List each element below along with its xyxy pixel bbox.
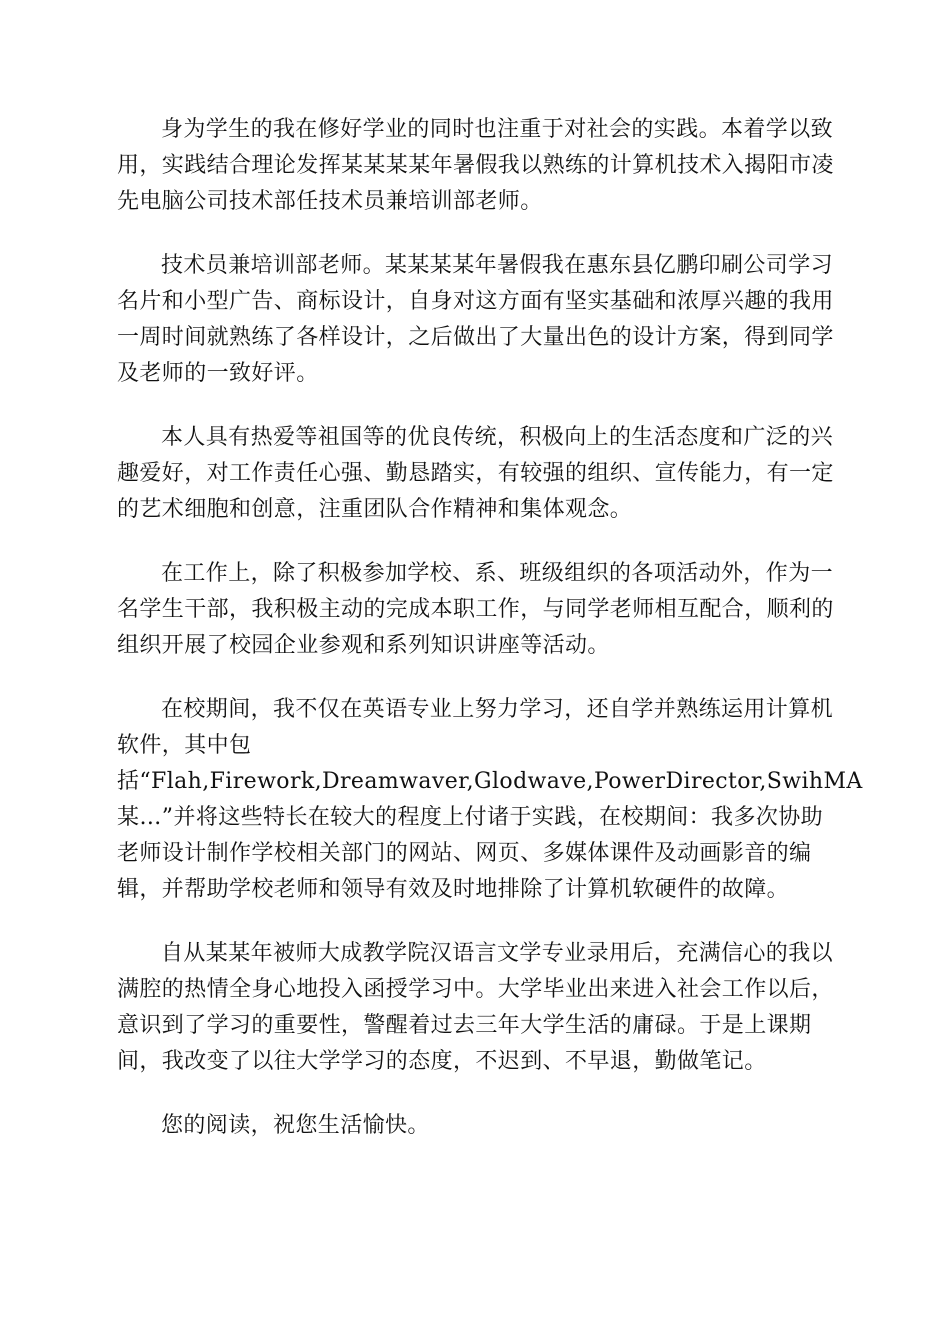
paragraph-line: 满腔的热情全身心地投入函授学习中。大学毕业出来进入社会工作以后， — [117, 977, 834, 1002]
paragraph-line: 在工作上，除了积极参加学校、系、班级组织的各项活动外，作为一 — [161, 561, 834, 586]
paragraph-line: 及老师的一致好评。 — [117, 361, 319, 386]
paragraph-line: 括“Flah,Firework,Dreamwaver,Glodwave,PowerDirector,SwihMA — [117, 769, 863, 794]
paragraph-line: 技术员兼培训部老师。某某某某年暑假我在惠东县亿鹏印刷公司学习 — [161, 253, 834, 278]
paragraph-line: 用，实践结合理论发挥某某某某年暑假我以熟练的计算机技术入揭阳市凌 — [117, 153, 834, 178]
paragraph-5 — [117, 692, 863, 908]
paragraph-line: 本人具有热爱等祖国等的优良传统，积极向上的生活态度和广泛的兴 — [161, 425, 834, 450]
paragraph-line: 自从某某年被师大成教学院汉语言文学专业录用后，充满信心的我以 — [161, 941, 834, 966]
paragraph-line: 间，我改变了以往大学学习的态度，不迟到、不早退，勤做笔记。 — [117, 1049, 767, 1074]
paragraph-2 — [117, 248, 833, 392]
paragraph-line: 组织开展了校园企业参观和系列知识讲座等活动。 — [117, 633, 610, 658]
paragraph-line: 在校期间，我不仅在英语专业上努力学习，还自学并熟练运用计算机 — [161, 697, 834, 722]
paragraph-3 — [117, 420, 833, 528]
paragraph-line: 软件，其中包 — [117, 733, 252, 758]
paragraph-6 — [117, 936, 833, 1080]
paragraph-line: 某…”并将这些特长在较大的程度上付诸于实践，在校期间：我多次协助 — [117, 805, 824, 830]
paragraph-line: 先电脑公司技术部任技术员兼培训部老师。 — [117, 189, 543, 214]
paragraph-line: 您的阅读，祝您生活愉快。 — [161, 1113, 430, 1138]
paragraph-line: 意识到了学习的重要性，警醒着过去三年大学生活的庸碌。于是上课期 — [117, 1013, 812, 1038]
paragraph-line: 身为学生的我在修好学业的同时也注重于对社会的实践。本着学以致 — [161, 117, 834, 142]
paragraph-line: 老师设计制作学校相关部门的网站、网页、多媒体课件及动画影音的编 — [117, 841, 812, 866]
paragraph-7 — [117, 1108, 833, 1144]
paragraph-line: 的艺术细胞和创意，注重团队合作精神和集体观念。 — [117, 497, 633, 522]
paragraph-line: 一周时间就熟练了各样设计，之后做出了大量出色的设计方案，得到同学 — [117, 325, 834, 350]
paragraph-line: 趣爱好，对工作责任心强、勤恳踏实，有较强的组织、宣传能力，有一定 — [117, 461, 834, 486]
paragraph-line: 辑，并帮助学校老师和领导有效及时地排除了计算机软硬件的故障。 — [117, 877, 790, 902]
paragraph-line: 名学生干部，我积极主动的完成本职工作，与同学老师相互配合，顺利的 — [117, 597, 834, 622]
paragraph-4 — [117, 556, 833, 664]
paragraph-1 — [117, 112, 833, 220]
document-body — [117, 112, 863, 1172]
paragraph-line: 名片和小型广告、商标设计，自身对这方面有坚实基础和浓厚兴趣的我用 — [117, 289, 834, 314]
